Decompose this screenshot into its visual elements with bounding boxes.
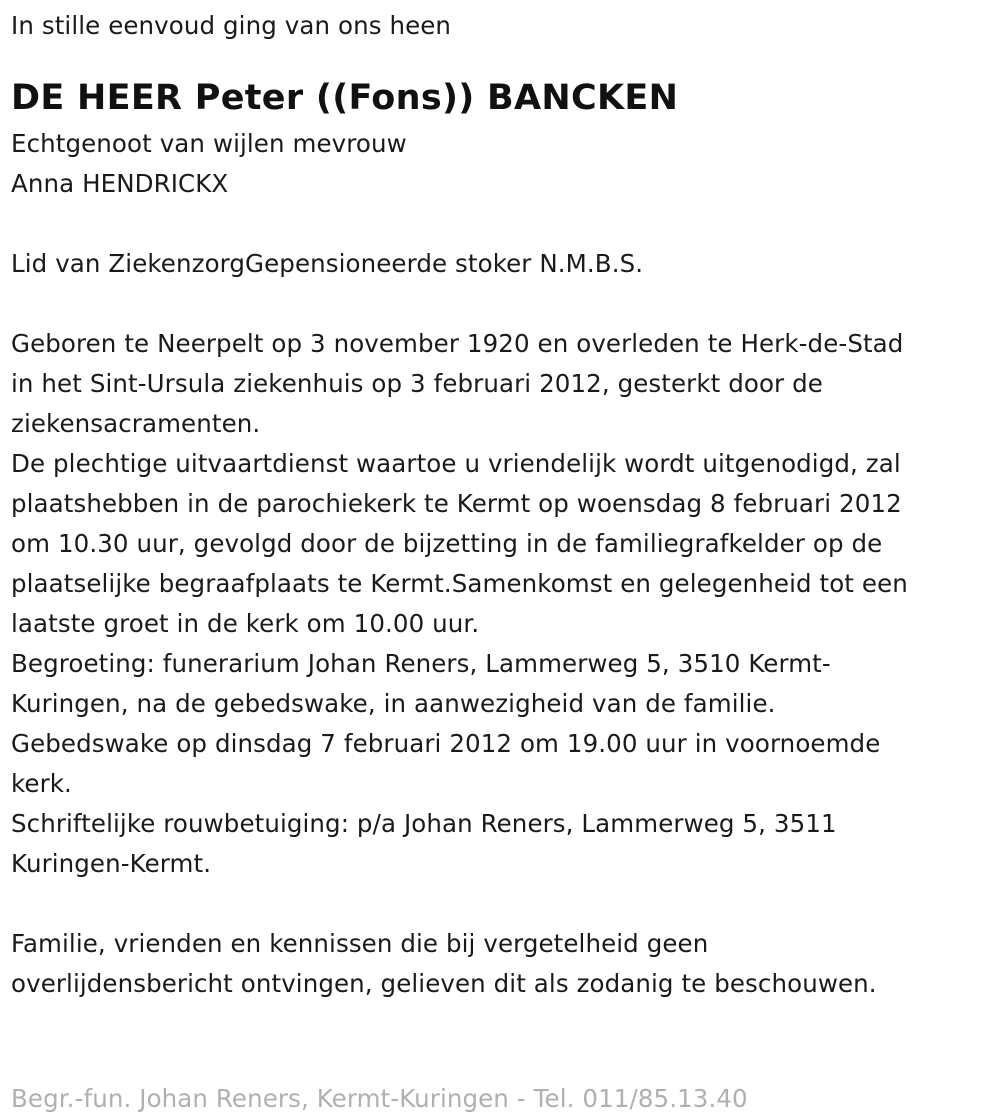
membership-line: Lid van ZiekenzorgGepensioneerde stoker N.M.B.S.	[11, 249, 644, 278]
body-line: om 10.30 uur, gevolgd door de bijzetting in de familiegrafkelder op de	[11, 529, 883, 558]
funeral-home-footer: Begr.-fun. Johan Reners, Kermt-Kuringen - Tel. 011/85.13.40	[11, 1083, 748, 1113]
spacer	[11, 204, 990, 244]
body-line: Geboren te Neerpelt op 3 november 1920 en overleden te Herk-de-Stad	[11, 329, 904, 358]
body-line: kerk.	[11, 769, 72, 798]
closing-line: overlijdensbericht ontvingen, gelieven dit als zodanig te beschouwen.	[11, 969, 877, 998]
spouse-line: Echtgenoot van wijlen mevrouw	[11, 129, 407, 158]
body-line: Schriftelijke rouwbetuiging: p/a Johan Reners, Lammerweg 5, 3511	[11, 809, 837, 838]
body-line: Kuringen, na de gebedswake, in aanwezigheid van de familie.	[11, 689, 776, 718]
spacer	[11, 284, 990, 324]
deceased-name: DE HEER Peter ((Fons)) BANCKEN	[11, 78, 679, 118]
body-line: laatste groet in de kerk om 10.00 uur.	[11, 609, 480, 638]
spouse-name-line: Anna HENDRICKX	[11, 169, 229, 198]
spouse-block	[11, 124, 990, 204]
body-line: Gebedswake op dinsdag 7 februari 2012 om 19.00 uur in voornoemde	[11, 729, 881, 758]
body-line: plaatshebben in de parochiekerk te Kermt op woensdag 8 februari 2012	[11, 489, 902, 518]
closing-line: Familie, vrienden en kennissen die bij vergetelheid geen	[11, 929, 709, 958]
body-line: Begroeting: funerarium Johan Reners, Lammerweg 5, 3510 Kermt-	[11, 649, 831, 678]
body-line: Kuringen-Kermt.	[11, 849, 212, 878]
body-line: in het Sint-Ursula ziekenhuis op 3 februari 2012, gesterkt door de	[11, 369, 823, 398]
body-line: De plechtige uitvaartdienst waartoe u vriendelijk wordt uitgenodigd, zal	[11, 449, 901, 478]
spacer	[11, 884, 990, 924]
body-text	[11, 324, 990, 884]
body-line: plaatselijke begraafplaats te Kermt.Samenkomst en gelegenheid tot een	[11, 569, 908, 598]
closing-text	[11, 924, 990, 1004]
body-line: ziekensacramenten.	[11, 409, 261, 438]
intro-line: In stille eenvoud ging van ons heen	[11, 11, 452, 40]
